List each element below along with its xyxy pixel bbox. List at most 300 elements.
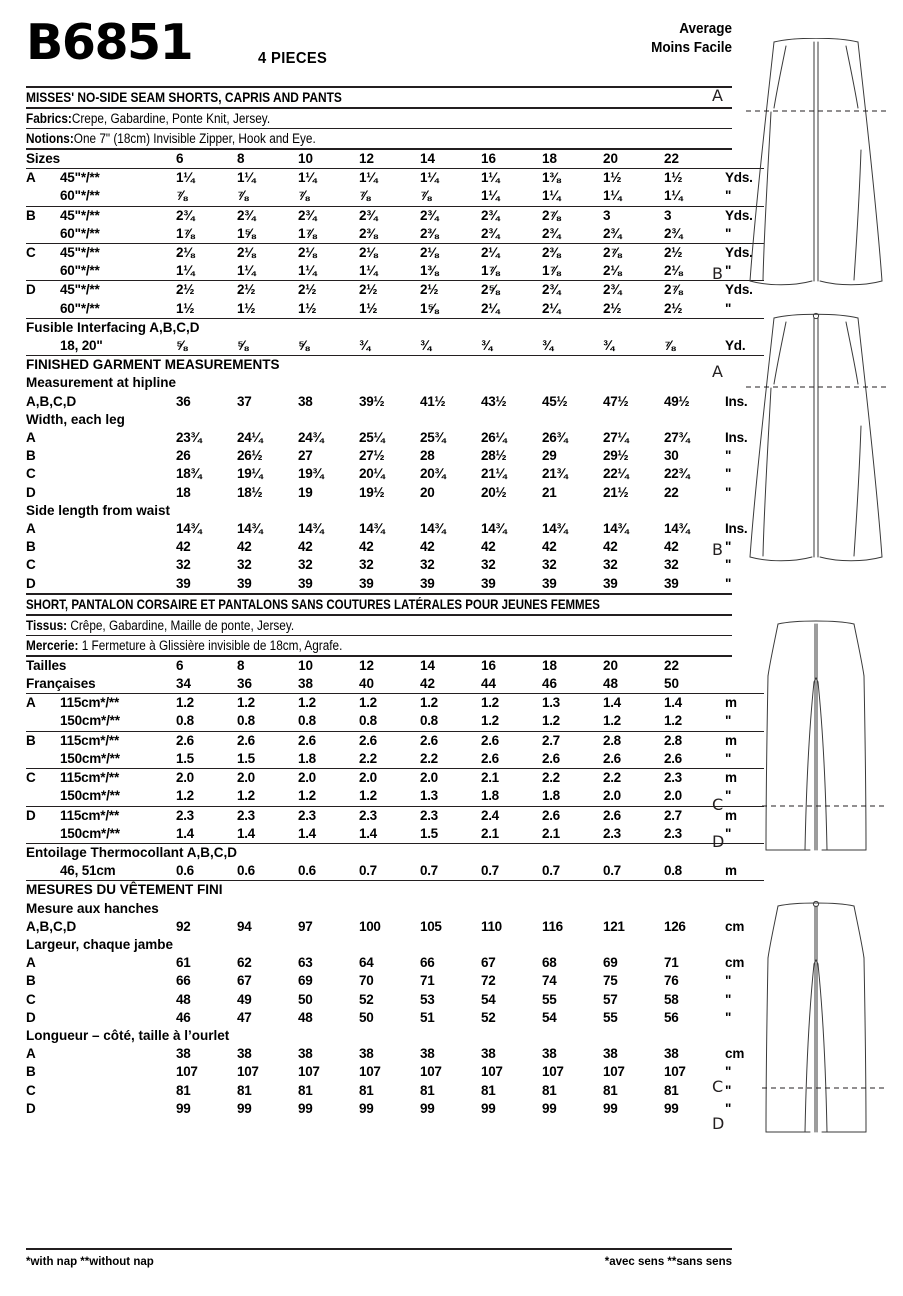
en-side-row-c-value-7: 32	[603, 557, 618, 573]
en-width-row-b-value-1: 26½	[237, 448, 263, 464]
yardage-a-0-2: 1.2	[298, 694, 359, 713]
size-header-fr-6: 18	[542, 657, 558, 673]
fr-hipline-row-value-6: 116	[542, 918, 563, 934]
fr-side-row-c-value-7: 81	[603, 1082, 618, 1098]
view-label-c	[26, 262, 60, 281]
en-side-row-c-value-5: 32	[481, 557, 496, 573]
fr-width-row-d-value-6: 54	[542, 1009, 557, 1025]
en-side-row-c-view: C	[26, 557, 36, 573]
en-width-row-d-value-5: 20½	[481, 484, 507, 500]
fabrics-label-fr: Tissus:	[26, 617, 68, 633]
table-row-fr-view-c-0	[26, 769, 764, 788]
interfacing-value-2: 0.6	[298, 863, 316, 879]
en-side-row-b-value-0: 42	[176, 539, 191, 555]
interfacing-value-2: ⅝	[298, 338, 309, 354]
en-side-row-b-value-5: 42	[481, 539, 496, 555]
en-side-row-d	[26, 575, 764, 593]
fr-hipline-row-value-0: 92	[176, 918, 191, 934]
view-label-b: B	[26, 731, 60, 750]
yardage-a-0-3: 1.2	[359, 694, 420, 713]
unit-label: m	[725, 731, 764, 750]
yardage-d-1-1: 1½	[237, 300, 256, 316]
en-hipline-header-text: Measurement at hipline	[26, 375, 177, 391]
yardage-b-1-0: 1.5	[176, 750, 194, 766]
en-width-header	[26, 411, 764, 429]
yardage-d-1-3: 1½	[359, 300, 378, 316]
view-label-d	[26, 825, 60, 844]
sizes-label-fr: Tailles	[26, 657, 67, 673]
fr-side-row-a-view: A	[26, 1046, 36, 1062]
yardage-a-0-4: 1¼	[420, 169, 481, 188]
view-label-d	[26, 300, 60, 319]
unit-label: "	[725, 713, 732, 729]
yardage-a-0-0: 1¼	[176, 169, 237, 188]
fabrics-value-fr: Crêpe, Gabardine, Maille de ponte, Jersey.	[70, 617, 295, 633]
fr-width-row-a-view: A	[26, 955, 36, 971]
unit-label: Yds.	[725, 169, 764, 188]
yardage-d-0-2: 2.3	[298, 806, 359, 825]
yardage-d-1-2: 1½	[298, 300, 317, 316]
interfacing-value-6: 0.7	[542, 863, 560, 879]
fr-side-header-text: Longueur – côté, taille à l’ourlet	[26, 1027, 230, 1043]
yardage-a-0-2: 1¼	[298, 169, 359, 188]
notions-label-fr: Mercerie:	[26, 637, 79, 653]
fr-width-row-a	[26, 954, 764, 972]
size-fr-3: 40	[359, 676, 375, 692]
fr-side-row-a-value-1: 38	[237, 1046, 252, 1062]
fr-side-row-c-value-8: 81	[664, 1082, 679, 1098]
en-side-row-b-value-7: 42	[603, 539, 618, 555]
fr-width-row-b-value-4: 71	[420, 973, 435, 989]
yardage-d-1-4: 1.5	[420, 825, 438, 841]
yardage-b-0-3: 2.6	[359, 731, 420, 750]
fabric-width-label: 45"*/**	[60, 281, 176, 300]
fabric-width-label: 45"*/**	[60, 169, 176, 188]
en-side-row-d-unit: "	[725, 575, 732, 591]
sizes-label: Sizes	[26, 151, 61, 166]
yardage-a-0-3: 1¼	[359, 169, 420, 188]
fr-width-row-a-value-6: 68	[542, 955, 557, 971]
size-header-fr-1: 8	[237, 657, 245, 673]
en-width-row-c-value-7: 22¼	[603, 466, 629, 482]
table-row-fr-interfacing-header	[26, 843, 764, 862]
fr-side-row-c-view: C	[26, 1082, 36, 1098]
english-yardage-body	[26, 169, 764, 319]
interfacing-header: Entoilage Thermocollant A,B,C,D	[26, 843, 764, 862]
yardage-d-0-8: 2.7	[664, 806, 725, 825]
en-width-row-c-value-8: 22¾	[664, 466, 690, 482]
table-row-en-interfacing-header	[26, 318, 764, 337]
fr-width-row-b-unit: "	[725, 973, 732, 989]
en-side-row-c-value-1: 32	[237, 557, 252, 573]
fabric-width-label: 115cm*/**	[60, 731, 176, 750]
en-width-row-b-value-4: 28	[420, 448, 435, 464]
en-side-row-a-value-8: 14¾	[664, 521, 690, 537]
table-row-sizes-header-fr	[26, 657, 764, 675]
fr-side-row-c	[26, 1082, 764, 1100]
en-side-row-a-value-7: 14¾	[603, 521, 629, 537]
yardage-c-1-4: 1⅜	[420, 263, 439, 279]
fr-hipline-row-value-4: 105	[420, 918, 442, 934]
fr-side-row-b-value-2: 107	[298, 1064, 320, 1080]
figure-label-b-1: B	[712, 264, 723, 283]
table-row-en-view-c-0	[26, 244, 764, 263]
yardage-d-0-5: 2.4	[481, 806, 542, 825]
size-header-fr-8: 22	[664, 657, 680, 673]
notions-value: One 7" (18cm) Invisible Zipper, Hook and Eye.	[73, 131, 316, 146]
en-side-row-a-value-0: 14¾	[176, 521, 202, 537]
fr-side-row-c-value-0: 81	[176, 1082, 191, 1098]
en-width-row-d-value-3: 19½	[359, 484, 385, 500]
size-header-5: 16	[481, 151, 497, 166]
yardage-b-1-1: 1⅝	[237, 225, 256, 241]
fr-side-row-d-value-5: 99	[481, 1100, 496, 1116]
fabric-width-label: 45"*/**	[60, 206, 176, 225]
yardage-a-1-4: ⅞	[420, 188, 431, 204]
en-hipline-header	[26, 374, 764, 392]
en-side-row-d-value-3: 39	[359, 575, 374, 591]
yardage-d-1-5: 2.1	[481, 825, 499, 841]
fr-width-row-c-value-1: 49	[237, 991, 252, 1007]
en-width-row-b-value-7: 29½	[603, 448, 629, 464]
en-side-row-d-value-2: 39	[298, 575, 313, 591]
size-header-fr-3: 12	[359, 657, 375, 673]
fabric-width-label: 150cm*/**	[60, 788, 120, 804]
interfacing-value-3: 0.7	[359, 863, 377, 879]
yardage-c-0-2: 2.0	[298, 769, 359, 788]
en-side-row-d-value-4: 39	[420, 575, 435, 591]
table-row-en-view-b-1	[26, 225, 764, 244]
table-row-fr-view-d-0	[26, 806, 764, 825]
yardage-a-0-1: 1¼	[237, 169, 298, 188]
size-fr-4: 42	[420, 676, 436, 692]
en-width-row-d-value-7: 21½	[603, 484, 629, 500]
en-side-row-d-value-5: 39	[481, 575, 496, 591]
yardage-c-1-7: 2.0	[603, 788, 621, 804]
yardage-a-0-1: 1.2	[237, 694, 298, 713]
difficulty-french: Moins Facile	[651, 39, 732, 56]
en-side-row-c-value-0: 32	[176, 557, 191, 573]
yardage-c-1-6: 1.8	[542, 788, 560, 804]
wide-leg-pants-front-drawing	[736, 38, 896, 328]
yardage-a-1-5: 1¼	[481, 188, 500, 204]
en-width-row-b-value-2: 27	[298, 448, 313, 464]
interfacing-value-1: 0.6	[237, 863, 255, 879]
yardage-a-0-6: 1⅜	[542, 169, 603, 188]
unit-label: "	[725, 300, 732, 316]
fr-side-row-b-unit: "	[725, 1064, 732, 1080]
fr-width-row-b	[26, 972, 764, 990]
fr-width-row-d-value-5: 52	[481, 1009, 496, 1025]
en-hipline-row-view: A,B,C,D	[26, 393, 77, 409]
en-width-row-a-value-7: 27¼	[603, 430, 629, 446]
view-label-blank	[26, 337, 60, 356]
view-label-a: A	[26, 169, 60, 188]
yardage-c-0-6: 2.2	[542, 769, 603, 788]
fr-width-row-d-value-0: 46	[176, 1009, 191, 1025]
fr-hipline-row-value-5: 110	[481, 918, 502, 934]
yardage-c-0-1: 2.0	[237, 769, 298, 788]
yardage-d-0-2: 2½	[298, 281, 359, 300]
view-label-b	[26, 750, 60, 769]
yardage-d-0-5: 2⅝	[481, 281, 542, 300]
fr-side-row-c-value-5: 81	[481, 1082, 496, 1098]
yardage-a-1-3: 0.8	[359, 713, 377, 729]
size-header-3: 12	[359, 151, 375, 166]
en-width-row-c-unit: "	[725, 466, 732, 482]
en-width-row-c-value-0: 18¾	[176, 466, 202, 482]
fr-side-row-d-value-1: 99	[237, 1100, 252, 1116]
yardage-b-0-3: 2¾	[359, 206, 420, 225]
unit-label: "	[725, 825, 732, 841]
en-width-row-a-value-6: 26¾	[542, 430, 568, 446]
fabric-width-label: 115cm*/**	[60, 769, 176, 788]
figure-label-a-2: A	[712, 362, 723, 381]
yardage-c-0-3: 2.0	[359, 769, 420, 788]
french-fabrics	[26, 616, 732, 635]
en-width-row-a-view: A	[26, 430, 36, 446]
en-side-row-b	[26, 538, 764, 556]
yardage-a-0-7: 1.4	[603, 694, 664, 713]
en-width-row-d-view: D	[26, 484, 36, 500]
en-width-row-a	[26, 429, 764, 447]
size-header-4: 14	[420, 151, 436, 166]
size-header-fr-4: 14	[420, 657, 436, 673]
en-hipline-row-value-0: 36	[176, 393, 191, 409]
en-hipline-row-value-3: 39½	[359, 393, 385, 409]
en-width-row-d-value-2: 19	[298, 484, 313, 500]
yardage-a-1-1: 0.8	[237, 713, 255, 729]
yardage-d-1-8: 2½	[664, 300, 683, 316]
yardage-a-1-7: 1¼	[603, 188, 622, 204]
fr-width-row-c-view: C	[26, 991, 36, 1007]
yardage-c-0-4: 2.0	[420, 769, 481, 788]
en-side-row-d-value-0: 39	[176, 575, 191, 591]
en-hipline-row-value-5: 43½	[481, 393, 507, 409]
size-header-6: 18	[542, 151, 558, 166]
size-header-fr-5: 16	[481, 657, 497, 673]
yardage-a-0-5: 1¼	[481, 169, 542, 188]
fr-side-row-b-value-1: 107	[237, 1064, 259, 1080]
yardage-b-1-4: 2.2	[420, 750, 438, 766]
size-header-fr-7: 20	[603, 657, 619, 673]
notions-value-fr: 1 Fermeture à Glissière invisible de 18cm, Agrafe.	[81, 637, 343, 653]
yardage-d-0-6: 2¾	[542, 281, 603, 300]
fr-side-row-a-value-0: 38	[176, 1046, 191, 1062]
yardage-d-1-6: 2¼	[542, 300, 561, 316]
en-hipline-row-unit: Ins.	[725, 393, 748, 409]
yardage-a-0-5: 1.2	[481, 694, 542, 713]
yardage-c-1-0: 1¼	[176, 263, 195, 279]
french-finished-measurements-body	[26, 881, 764, 1118]
en-side-row-a-value-2: 14¾	[298, 521, 324, 537]
table-row-en-interfacing	[26, 337, 764, 356]
fr-width-row-d-view: D	[26, 1009, 36, 1025]
yardage-d-1-6: 2.1	[542, 825, 560, 841]
en-width-row-b-value-6: 29	[542, 448, 557, 464]
fr-width-row-a-unit: cm	[725, 955, 745, 971]
fr-width-row-d-value-3: 50	[359, 1009, 374, 1025]
yardage-b-0-1: 2.6	[237, 731, 298, 750]
fr-width-header-text: Largeur, chaque jambe	[26, 936, 174, 952]
unit-label: Yd.	[725, 338, 746, 354]
interfacing-value-8: 0.8	[664, 863, 682, 879]
fr-side-row-b-value-5: 107	[481, 1064, 503, 1080]
fr-hipline-header-text: Mesure aux hanches	[26, 900, 159, 916]
fr-fgm-header-text: MESURES DU VÊTEMENT FINI	[26, 881, 764, 900]
fabric-width-label: 150cm*/**	[60, 750, 120, 766]
yardage-c-0-4: 2⅛	[420, 244, 481, 263]
table-row-en-view-d-1	[26, 300, 764, 319]
fr-side-row-d-value-3: 99	[359, 1100, 374, 1116]
fr-width-row-c-value-8: 58	[664, 991, 679, 1007]
fr-side-row-c-unit: "	[725, 1082, 732, 1098]
fr-side-row-a-value-3: 38	[359, 1046, 374, 1062]
straight-leg-pants-front-drawing	[736, 620, 896, 870]
table-row-en-view-a-1	[26, 187, 764, 206]
yardage-a-1-2: 0.8	[298, 713, 316, 729]
fr-side-row-a-value-8: 38	[664, 1046, 679, 1062]
en-side-row-c-value-2: 32	[298, 557, 313, 573]
fr-width-row-c-value-6: 55	[542, 991, 557, 1007]
size-fr-7: 48	[603, 676, 619, 692]
yardage-c-0-8: 2.3	[664, 769, 725, 788]
yardage-d-0-3: 2½	[359, 281, 420, 300]
english-sizes-header-body	[26, 150, 764, 169]
en-side-row-b-unit: "	[725, 539, 732, 555]
yardage-a-1-1: ⅞	[237, 188, 248, 204]
fr-width-row-b-value-3: 70	[359, 973, 374, 989]
fr-width-row-b-value-8: 76	[664, 973, 679, 989]
en-width-row-c-view: C	[26, 466, 36, 482]
fabric-width-label: 60"*/**	[60, 188, 100, 204]
figure-label-d-2: D	[712, 1114, 725, 1133]
english-interfacing-body	[26, 318, 764, 355]
interfacing-value-0: 0.6	[176, 863, 194, 879]
yardage-b-0-8: 2.8	[664, 731, 725, 750]
fr-fgm-header	[26, 881, 764, 900]
wide-leg-pants-back-drawing	[736, 312, 896, 602]
yardage-b-0-6: 2⅞	[542, 206, 603, 225]
fr-hipline-row-value-1: 94	[237, 918, 252, 934]
fr-width-row-d-unit: "	[725, 1009, 732, 1025]
yardage-c-0-3: 2⅛	[359, 244, 420, 263]
yardage-d-1-3: 1.4	[359, 825, 377, 841]
size-header-1: 8	[237, 151, 245, 166]
en-hipline-row-value-7: 47½	[603, 393, 629, 409]
english-yardage-table	[26, 150, 764, 593]
yardage-d-1-0: 1.4	[176, 825, 194, 841]
yardage-a-1-3: ⅞	[359, 188, 370, 204]
yardage-d-1-4: 1⅝	[420, 300, 439, 316]
en-side-row-b-value-3: 42	[359, 539, 374, 555]
interfacing-value-6: ¾	[542, 338, 553, 354]
fr-hipline-row	[26, 918, 764, 936]
yardage-c-0-0: 2⅛	[176, 244, 237, 263]
footer-divider	[26, 1248, 732, 1250]
yardage-a-1-6: 1.2	[542, 713, 560, 729]
yardage-d-1-2: 1.4	[298, 825, 316, 841]
table-row-fr-view-d-1	[26, 825, 764, 844]
footnote-english: *with nap **without nap	[26, 1256, 154, 1268]
fr-side-row-d-value-4: 99	[420, 1100, 435, 1116]
unit-label: "	[725, 750, 732, 766]
yardage-d-1-1: 1.4	[237, 825, 255, 841]
table-row-en-view-c-1	[26, 262, 764, 281]
fr-side-row-a-value-5: 38	[481, 1046, 496, 1062]
en-side-row-d-value-6: 39	[542, 575, 557, 591]
size-fr-2: 38	[298, 676, 314, 692]
interfacing-value-8: ⅞	[664, 338, 675, 354]
en-hipline-row-value-4: 41½	[420, 393, 446, 409]
yardage-b-0-0: 2¾	[176, 206, 237, 225]
fr-side-row-c-value-4: 81	[420, 1082, 435, 1098]
en-width-row-c-value-5: 21¼	[481, 466, 507, 482]
fr-side-row-d	[26, 1100, 764, 1118]
unit-label: m	[725, 769, 764, 788]
yardage-b-1-5: 2¾	[481, 225, 500, 241]
yardage-b-0-0: 2.6	[176, 731, 237, 750]
en-width-row-d-unit: "	[725, 484, 732, 500]
en-width-row-b-value-0: 26	[176, 448, 191, 464]
table-row-fr-view-a-0	[26, 694, 764, 713]
en-width-row-c-value-2: 19¾	[298, 466, 324, 482]
yardage-b-1-6: 2¾	[542, 225, 561, 241]
fr-hipline-row-value-3: 100	[359, 918, 381, 934]
fr-side-row-a-value-2: 38	[298, 1046, 313, 1062]
yardage-c-0-8: 2½	[664, 244, 725, 263]
en-width-row-d-value-8: 22	[664, 484, 679, 500]
yardage-c-1-4: 1.3	[420, 788, 438, 804]
fabric-width-label: 60"*/**	[60, 300, 100, 316]
unit-label: Yds.	[725, 244, 764, 263]
en-width-row-d	[26, 484, 764, 502]
fr-side-row-b-value-7: 107	[603, 1064, 625, 1080]
en-side-row-d-view: D	[26, 575, 36, 591]
en-side-row-b-value-2: 42	[298, 539, 313, 555]
en-side-row-a-value-1: 14¾	[237, 521, 263, 537]
yardage-d-0-4: 2.3	[420, 806, 481, 825]
fr-side-row-c-value-1: 81	[237, 1082, 252, 1098]
size-header-fr-2: 10	[298, 657, 314, 673]
fr-side-row-d-value-2: 99	[298, 1100, 313, 1116]
yardage-d-1-5: 2¼	[481, 300, 500, 316]
interfacing-value-0: ⅝	[176, 338, 187, 354]
yardage-c-0-7: 2.2	[603, 769, 664, 788]
yardage-b-0-2: 2¾	[298, 206, 359, 225]
yardage-c-1-3: 1.2	[359, 788, 377, 804]
fabric-width-label: 115cm*/**	[60, 806, 176, 825]
yardage-a-0-6: 1.3	[542, 694, 603, 713]
fr-width-row-c-value-7: 57	[603, 991, 618, 1007]
yardage-c-1-2: 1.2	[298, 788, 316, 804]
fr-width-row-c-value-5: 54	[481, 991, 496, 1007]
en-side-row-a-value-4: 14¾	[420, 521, 446, 537]
en-width-row-b-value-3: 27½	[359, 448, 385, 464]
fr-side-row-a-value-7: 38	[603, 1046, 618, 1062]
fr-hipline-row-value-2: 97	[298, 918, 313, 934]
interfacing-header: Fusible Interfacing A,B,C,D	[26, 318, 764, 337]
en-side-row-a-view: A	[26, 521, 36, 537]
en-width-row-d-value-1: 18½	[237, 484, 263, 500]
english-notions	[26, 129, 732, 148]
size-header-8: 22	[664, 151, 680, 166]
yardage-c-1-1: 1¼	[237, 263, 256, 279]
yardage-d-0-0: 2.3	[176, 806, 237, 825]
en-width-row-a-value-1: 24¼	[237, 430, 263, 446]
yardage-a-0-0: 1.2	[176, 694, 237, 713]
view-label-c: C	[26, 769, 60, 788]
